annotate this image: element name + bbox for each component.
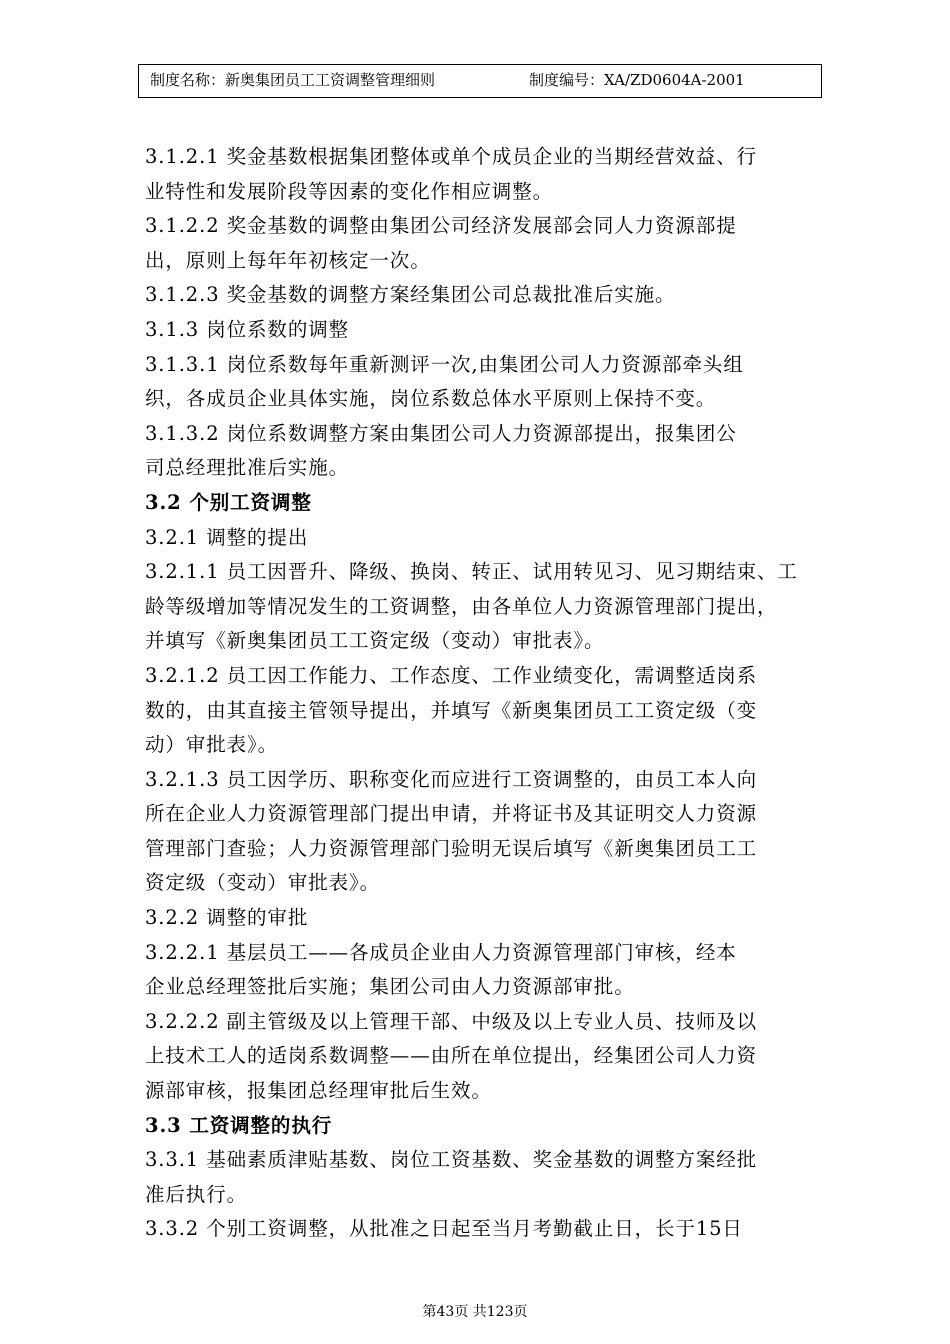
body-line: 3.2.2.1 基层员工——各成员企业由人力资源管理部门审核，经本 — [145, 940, 737, 964]
body-line: 3.1.2.3 奖金基数的调整方案经集团公司总裁批准后实施。 — [145, 283, 676, 307]
body-line: 上技术工人的适岗系数调整——由所在单位提出，经集团公司人力资 — [145, 1044, 758, 1068]
body-line: 动）审批表》。 — [145, 733, 279, 757]
body-line: 业特性和发展阶段等因素的变化作相应调整。 — [145, 179, 554, 203]
body-line: 并填写《新奥集团员工工资定级（变动）审批表》。 — [145, 629, 605, 653]
body-line: 源部审核，报集团总经理审批后生效。 — [145, 1079, 492, 1103]
body-line: 出，原则上每年年初核定一次。 — [145, 248, 431, 272]
body-line: 3.2.2.2 副主管级及以上管理干部、中级及以上专业人员、技师及以 — [145, 1009, 758, 1033]
body-line: 准后执行。 — [145, 1182, 248, 1206]
document-body — [145, 140, 827, 1247]
body-line: 资定级（变动）审批表》。 — [145, 871, 381, 895]
document-header — [138, 64, 822, 98]
body-line: 3.1.2.2 奖金基数的调整由集团公司经济发展部会同人力资源部提 — [145, 214, 737, 238]
body-line: 所在企业人力资源管理部门提出申请，并将证书及其证明交人力资源 — [145, 802, 758, 826]
body-line: 数的，由其直接主管领导提出，并填写《新奥集团员工工资定级（变 — [145, 698, 758, 722]
policy-name: 制度名称：新奥集团员工工资调整管理细则 — [150, 71, 436, 89]
body-line: 3.3.2 个别工资调整，从批准之日起至当月考勤截止日，长于15日 — [145, 1217, 743, 1241]
page-number: 第43页 共123页 — [422, 1304, 528, 1320]
subsection-title: 3.2.2 调整的审批 — [145, 906, 309, 930]
body-line: 管理部门查验；人力资源管理部门验明无误后填写《新奥集团员工工 — [145, 836, 758, 860]
body-line: 3.2.1.2 员工因工作能力、工作态度、工作业绩变化，需调整适岗系 — [145, 663, 758, 687]
subsection-title: 3.1.3 岗位系数的调整 — [145, 317, 350, 341]
body-line: 3.1.3.2 岗位系数调整方案由集团公司人力资源部提出，报集团公 — [145, 421, 737, 445]
subsection-title: 3.2.1 调整的提出 — [145, 525, 309, 549]
body-line: 企业总经理签批后实施；集团公司由人力资源部审批。 — [145, 975, 635, 999]
body-line: 3.3.1 基础素质津贴基数、岗位工资基数、奖金基数的调整方案经批 — [145, 1148, 758, 1172]
section-heading: 3.3 工资调整的执行 — [145, 1113, 333, 1137]
body-line: 3.2.1.3 员工因学历、职称变化而应进行工资调整的，由员工本人向 — [145, 767, 758, 791]
body-line: 3.2.1.1 员工因晋升、降级、换岗、转正、试用转见习、见习期结束、工 — [145, 560, 798, 584]
policy-code: 制度编号：XA/ZD0604A-2001 — [529, 71, 745, 89]
section-heading: 3.2 个别工资调整 — [145, 490, 312, 514]
body-line: 司总经理批准后实施。 — [145, 456, 350, 480]
body-line: 3.1.2.1 奖金基数根据集团整体或单个成员企业的当期经营效益、行 — [145, 145, 758, 168]
body-line: 3.1.3.1 岗位系数每年重新测评一次,由集团公司人力资源部牵头组 — [145, 352, 744, 376]
body-line: 织，各成员企业具体实施，岗位系数总体水平原则上保持不变。 — [145, 387, 717, 411]
body-line: 龄等级增加等情况发生的工资调整，由各单位人力资源管理部门提出， — [145, 594, 778, 618]
